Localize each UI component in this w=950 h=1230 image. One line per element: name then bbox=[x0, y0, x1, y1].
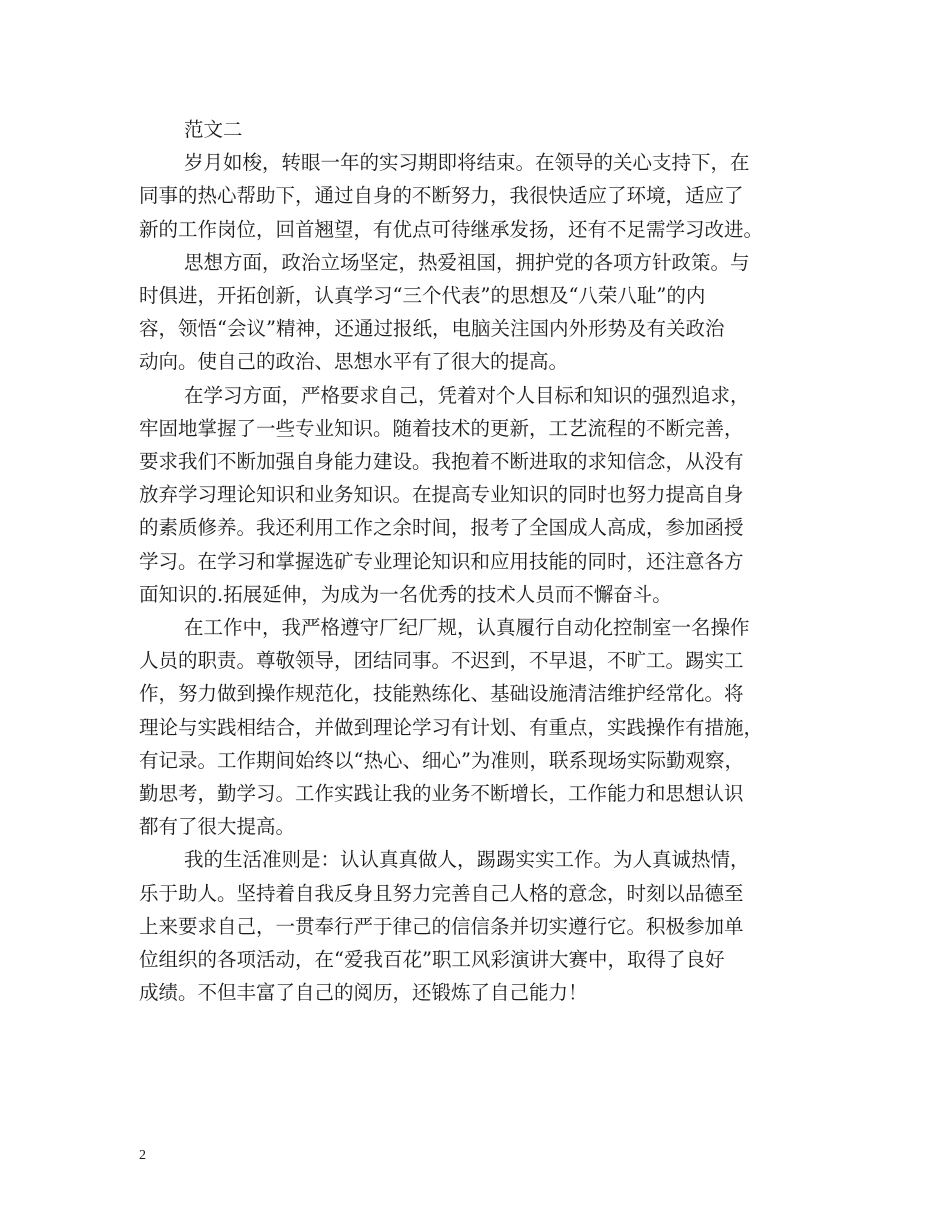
paragraph-line: 同事的热心帮助下，通过自身的不断努力，我很快适应了环境，适应了 bbox=[139, 184, 744, 208]
paragraph-line: 在工作中，我严格遵守厂纪厂规，认真履行自动化控制室一名操作 bbox=[184, 616, 750, 640]
paragraph-line: 成绩。不但丰富了自己的阅历，还锻炼了自己能力！ bbox=[139, 981, 588, 1005]
paragraph-line: 放弃学习理论知识和业务知识。在提高专业知识的同时也努力提高自身 bbox=[139, 483, 744, 507]
paragraph-line: 要求我们不断加强自身能力建设。我抱着不断进取的求知信念，从没有 bbox=[139, 450, 744, 474]
paragraph-line: 我的生活准则是：认认真真做人，踢踢实实工作。为人真诚热情， bbox=[184, 848, 750, 872]
paragraph-line: 作，努力做到操作规范化，技能熟练化、基础设施清洁维护经常化。将 bbox=[139, 682, 744, 706]
paragraph-1 bbox=[139, 146, 819, 246]
paragraph-3 bbox=[139, 379, 819, 611]
paragraph-4 bbox=[139, 611, 819, 843]
document-heading: 范文二 bbox=[184, 118, 243, 141]
paragraph-5 bbox=[139, 843, 819, 1009]
paragraph-line: 牢固地掌握了一些专业知识。随着技术的更新，工艺流程的不断完善， bbox=[139, 416, 744, 440]
paragraph-line: 容，领悟“会议”精神，还通过报纸，电脑关注国内外形势及有关政治 bbox=[139, 317, 725, 341]
paragraph-line: 位组织的各项活动，在“爱我百花”职工风彩演讲大赛中，取得了良好 bbox=[139, 948, 725, 972]
paragraph-line: 理论与实践相结合，并做到理论学习有计划、有重点，实践操作有措施， bbox=[139, 715, 764, 739]
paragraph-line: 的素质修养。我还利用工作之余时间，报考了全国成人高成，参加函授 bbox=[139, 516, 744, 540]
page-number: 2 bbox=[139, 1148, 146, 1163]
paragraph-line: 上来要求自己，一贯奉行严于律己的信信条并切实遵行它。积极参加单 bbox=[139, 914, 744, 938]
paragraph-line: 面知识的.拓展延伸，为成为一名优秀的技术人员而不懈奋斗。 bbox=[139, 582, 672, 606]
paragraph-line: 动向。使自己的政治、思想水平有了很大的提高。 bbox=[139, 350, 569, 374]
paragraph-line: 勤思考，勤学习。工作实践让我的业务不断增长，工作能力和思想认识 bbox=[139, 782, 744, 806]
paragraph-line: 学习。在学习和掌握选矿专业理论知识和应用技能的同时，还注意各方 bbox=[139, 549, 744, 573]
paragraph-line: 新的工作岗位，回首翘望，有优点可待继承发扬，还有不足需学习改进。 bbox=[139, 217, 764, 241]
paragraph-2 bbox=[139, 246, 819, 379]
paragraph-line: 人员的职责。尊敬领导，团结同事。不迟到，不早退，不旷工。踢实工 bbox=[139, 649, 744, 673]
paragraph-line: 思想方面，政治立场坚定，热爱祖国，拥护党的各项方针政策。与 bbox=[184, 250, 750, 274]
paragraph-line: 在学习方面，严格要求自己，凭着对个人目标和知识的强烈追求， bbox=[184, 383, 750, 407]
paragraph-line: 都有了很大提高。 bbox=[139, 815, 296, 839]
document-body bbox=[139, 113, 819, 1009]
paragraph-line: 时俱进，开拓创新，认真学习“三个代表”的思想及“八荣八耻”的内 bbox=[139, 284, 706, 308]
paragraph-line: 有记录。工作期间始终以“热心、细心”为准则，联系现场实际勤观察， bbox=[139, 748, 744, 772]
paragraph-line: 岁月如梭，转眼一年的实习期即将结束。在领导的关心支持下，在 bbox=[184, 151, 750, 175]
paragraph-line: 乐于助人。坚持着自我反身且努力完善自己人格的意念，时刻以品德至 bbox=[139, 881, 744, 905]
